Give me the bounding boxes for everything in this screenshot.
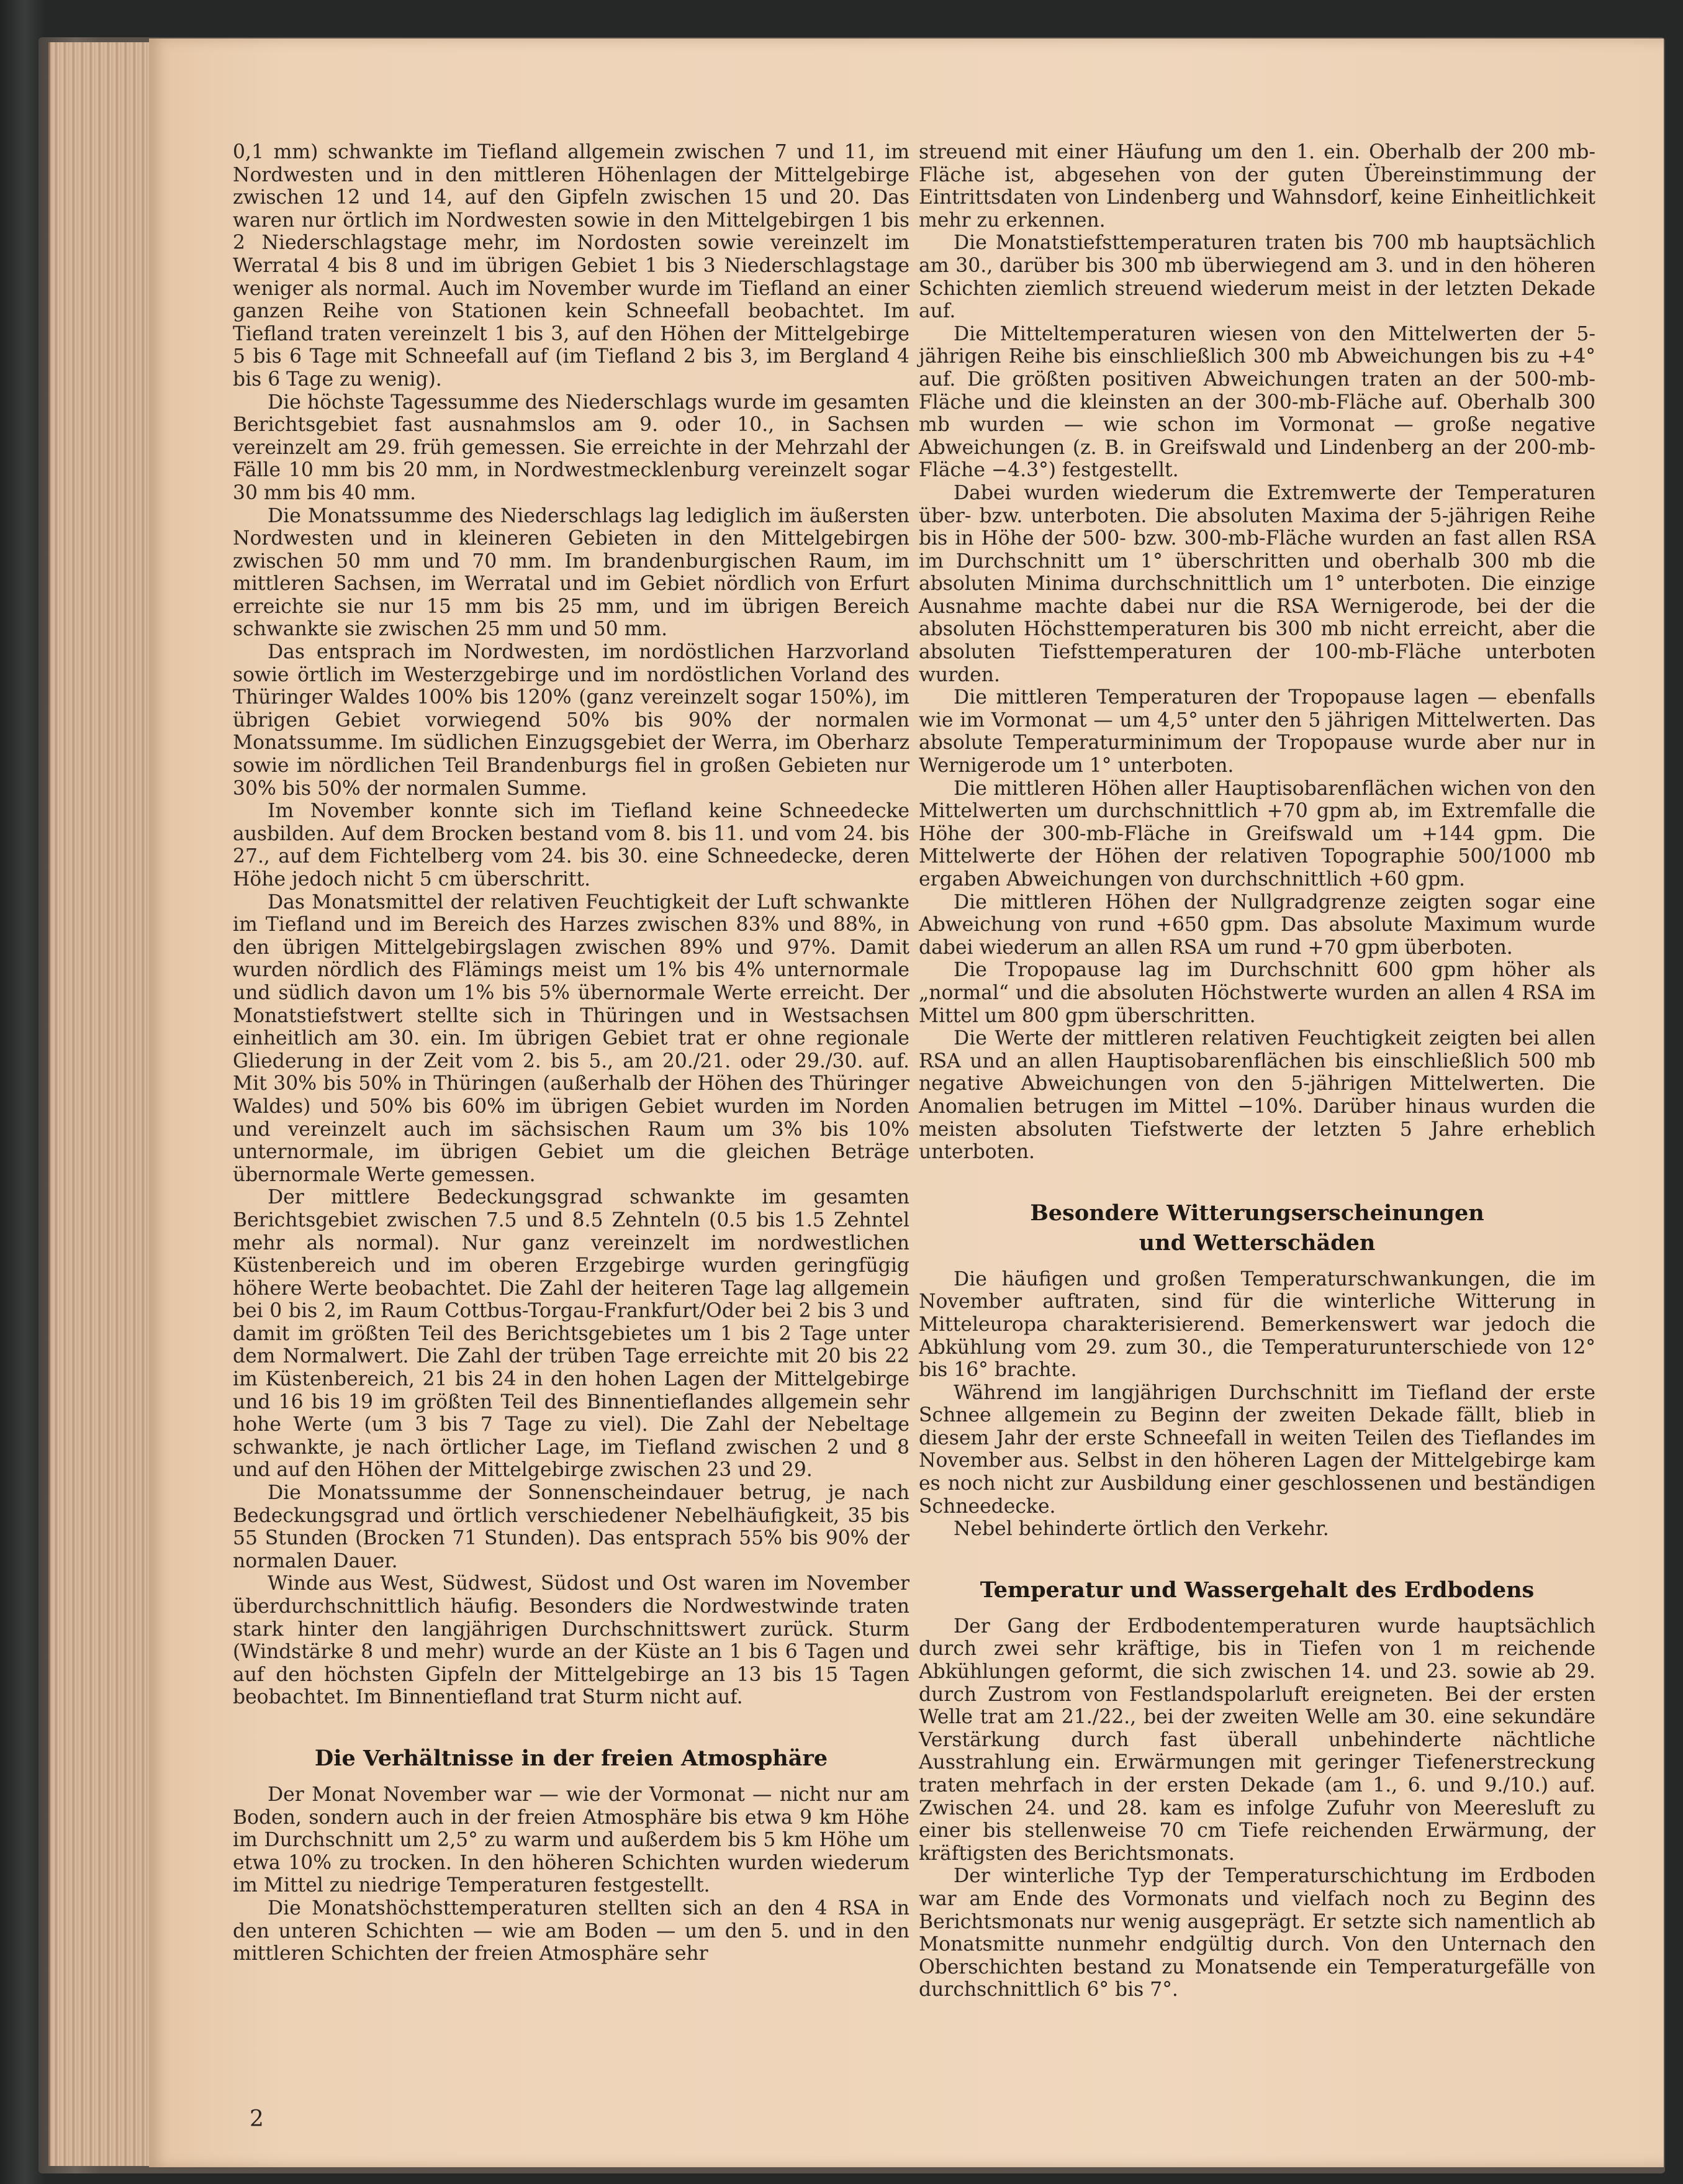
paragraph: Der Gang der Erdbodentemperaturen wurde hauptsächlich durch zwei sehr kräftige, bis in Tiefen von 1 m reichende Abkühlungen geformt, die sich zwischen 14. und 23. sowie ab 29. durch Zustrom von Festlandspolarluft ereigneten. Bei der ersten Welle trat am 21./22., bei der zweiten Welle am 30. eine sekundäre Verstärkung durch fast überall unbehinderte nächtliche Ausstrahlung ein. Erwärmungen mit geringer Tiefenerstreckung traten mehrfach in der ersten Dekade (am 1., 6. und 9./10.) auf. Zwischen 24. und 28. kam es infolge Zufuhr von Meeresluft zu einer bis stellenweise 70 cm Tiefe reichenden Erwärmung, der kräftigsten des Berichtsmonats. [919,1615,1595,1865]
paragraph: Winde aus West, Südwest, Südost und Ost waren im November überdurchschnittlich häufig. Besonders die Nordwestwinde traten stark hinter den langjährigen Durchschnittswert zurück. Sturm (Windstärke 8 und mehr) wurde an der Küste an 1 bis 6 Tagen und auf den höchsten Gipfeln der Mittelgebirge an 13 bis 15 Tagen beobachtet. Im Binnentiefland trat Sturm nicht auf. [233,1572,909,1709]
paragraph: Während im langjährigen Durchschnitt im Tiefland der erste Schnee allgemein zu Beginn der zweiten Dekade fällt, blieb in diesem Jahr der erste Schneefall in weiten Teilen des Tieflandes im November aus. Selbst in den höheren Lagen der Mittelgebirge kam es noch nicht zur Ausbildung einer geschlossenen und beständigen Schneedecke. [919,1381,1595,1518]
paragraph: 0,1 mm) schwankte im Tiefland allgemein zwischen 7 und 11, im Nordwesten und in den mittleren Höhenlagen der Mittelgebirge zwischen 12 und 14, auf den Gipfeln zwischen 15 und 20. Das waren nur örtlich im Nordwesten sowie in den Mittelgebirgen 1 bis 2 Niederschlagstage mehr, im Nordosten sowie vereinzelt im Werratal 4 bis 8 und im übrigen Gebiet 1 bis 3 Niederschlagstage weniger als normal. Auch im November wurde im Tiefland an einer ganzen Reihe von Stationen kein Schneefall beobachtet. Im Tiefland traten vereinzelt 1 bis 3, auf den Höhen der Mittelgebirge 5 bis 6 Tage mit Schneefall auf (im Tiefland 2 bis 3, im Bergland 4 bis 6 Tage zu wenig). [233,141,909,391]
paragraph: Das Monatsmittel der relativen Feuchtigkeit der Luft schwankte im Tiefland und im Bereich des Harzes zwischen 83% und 88%, in den übrigen Mittelgebirgslagen zwischen 89% und 97%. Damit wurden nördlich des Flämings meist um 1% bis 4% unternormale und südlich davon um 1% bis 5% übernormale Werte erreicht. Der Monatstiefstwert stellte sich in Thüringen und in Westsachsen einheitlich am 30. ein. Im übrigen Gebiet trat er ohne regionale Gliederung in der Zeit vom 2. bis 5., am 20./21. oder 29./30. auf. Mit 30% bis 50% in Thüringen (außerhalb der Höhen des Thüringer Waldes) und 50% bis 60% im übrigen Gebiet wurden im Norden und vereinzelt auch im sächsischen Raum um 3% bis 10% unternormale, im übrigen Gebiet um die gleichen Beträge übernormale Werte gemessen. [233,890,909,1186]
paragraph: Der Monat November war — wie der Vormonat — nicht nur am Boden, sondern auch in der freien Atmosphäre bis etwa 9 km Höhe im Durchschnitt um 2,5° zu warm und außerdem bis 5 km Höhe um etwa 10% zu trocken. In den höheren Schichten wurden wiederum im Mittel zu niedrige Temperaturen festgestellt. [233,1783,909,1897]
paragraph: Die Tropopause lag im Durchschnitt 600 gpm höher als „normal“ und die absoluten Höchstwerte wurden an allen 4 RSA im Mittel um 800 gpm überschritten. [919,959,1595,1027]
paragraph: Der mittlere Bedeckungsgrad schwankte im gesamten Berichtsgebiet zwischen 7.5 und 8.5 Zehnteln (0.5 bis 1.5 Zehntel mehr als normal). Nur ganz vereinzelt im nordwestlichen Küstenbereich und im oberen Erzgebirge wurden geringfügig höhere Werte beobachtet. Die Zahl der heiteren Tage lag allgemein bei 0 bis 2, im Raum Cottbus-Torgau-Frankfurt/Oder bei 2 bis 3 und damit im größten Teil des Berichtsgebietes um 1 bis 2 Tage unter dem Normalwert. Die Zahl der trüben Tage erreichte mit 20 bis 22 im Küstenbereich, 21 bis 24 in den hohen Lagen der Mittelgebirge und 16 bis 19 im größten Teil des Binnentieflandes allgemein sehr hohe Werte (um 3 bis 7 Tage zu viel). Die Zahl der Nebeltage schwankte, je nach örtlicher Lage, im Tiefland zwischen 2 und 8 und auf den Höhen der Mittelgebirge zwischen 23 und 29. [233,1186,909,1482]
paragraph: Dabei wurden wiederum die Extremwerte der Temperaturen über- bzw. unterboten. Die absoluten Maxima der 5-jährigen Reihe bis in Höhe der 500- bzw. 300-mb-Fläche wurden an fast allen RSA im Durchschnitt um 1° überschritten und oberhalb 300 mb die absoluten Minima durchschnittlich um 1° unterboten. Die einzige Ausnahme machte dabei nur die RSA Wernigerode, bei der die absoluten Höchsttemperaturen bis 300 mb nicht erreicht, aber die absoluten Tiefsttemperaturen der 100-mb-Fläche unterboten wurden. [919,481,1595,686]
paragraph: streuend mit einer Häufung um den 1. ein. Oberhalb der 200 mb-Fläche ist, abgesehen von der guten Übereinstimmung der Eintrittsdaten von Lindenberg und Wahnsdorf, keine Einheitlichkeit mehr zu erkennen. [919,141,1595,232]
paragraph: Die höchste Tagessumme des Niederschlags wurde im gesamten Berichtsgebiet fast ausnahmslos am 9. oder 10., in Sachsen vereinzelt am 29. früh gemessen. Sie erreichte in der Mehrzahl der Fälle 10 mm bis 20 mm, in Nordwestmecklenburg vereinzelt sogar 30 mm bis 40 mm. [233,391,909,504]
paragraph: Die Monatssumme des Niederschlags lag lediglich im äußersten Nordwesten und in kleineren Gebieten in den Mittelgebirgen zwischen 50 mm und 70 mm. Im brandenburgischen Raum, im mittleren Sachsen, im Werratal und im Gebiet nördlich von Erfurt erreichte sie nur 15 mm bis 25 mm, und im übrigen Bereich schwankte sie zwischen 25 mm und 50 mm. [233,504,909,641]
paragraph: Der winterliche Typ der Temperaturschichtung im Erdboden war am Ende des Vormonats und vielfach noch zu Beginn des Berichtsmonats nur wenig ausgeprägt. Er setzte sich namentlich ab Monatsmitte nunmehr endgültig durch. Von den Unternach den Oberschichten bestand zu Monatsende ein Temperaturgefälle von durchschnittlich 6° bis 7°. [919,1865,1595,2001]
paragraph: Die Monatstiefsttemperaturen traten bis 700 mb hauptsächlich am 30., darüber bis 300 mb überwiegend am 3. und in den höheren Schichten ziemlich streuend wiederum meist in der letzten Dekade auf. [919,232,1595,323]
paragraph: Die häufigen und großen Temperaturschwankungen, die im November auftraten, sind für die winterliche Witterung in Mitteleuropa charakterisierend. Bemerkenswert war jedoch die Abkühlung vom 29. zum 30., die Temperaturunterschiede von 12° bis 16° brachte. [919,1267,1595,1382]
page-number: 2 [250,2106,264,2132]
section-heading: Temperatur und Wassergehalt des Erdbodens [980,1577,1535,1603]
paragraph: Die Werte der mittleren relativen Feuchtigkeit zeigten bei allen RSA und an allen Hauptisobarenflächen bis einschließlich 500 mb negative Abweichungen von den 5-jährigen Mittelwerten. Die Anomalien betrugen im Mittel −10%. Darüber hinaus wurden die meisten absoluten Tiefstwerte der letzten 5 Jahre erheblich unterboten. [919,1027,1595,1164]
section-heading: Die Verhältnisse in der freien Atmosphäre [314,1745,828,1771]
section-heading: Besondere Witterungserscheinungen [1030,1200,1484,1226]
right-column [919,141,1595,2001]
left-column [233,141,909,1965]
paragraph: Die mittleren Höhen aller Hauptisobarenflächen wichen von den Mittelwerten um durchschnittlich +70 gpm ab, im Extremfalle die Höhe der 300-mb-Fläche in Greifswald um +144 gpm. Die Mittelwerte der Höhen der relativen Topographie 500/1000 mb ergaben Abweichungen von durchschnittlich +60 gpm. [919,777,1595,890]
paragraph: Die mittleren Höhen der Nullgradgrenze zeigten sogar eine Abweichung von rund +650 gpm. Das absolute Maximum wurde dabei wiederum an allen RSA um rund +70 gpm überboten. [919,890,1595,959]
book-page [149,39,1664,2167]
paragraph: Die Monatshöchsttemperaturen stellten sich an den 4 RSA in den unteren Schichten — wie am Boden — um den 5. und in den mittleren Schichten der freien Atmosphäre sehr [233,1896,909,1965]
page-edges [48,42,156,2166]
paragraph: Nebel behinderte örtlich den Verkehr. [954,1518,1329,1541]
paragraph: Die Mitteltemperaturen wiesen von den Mittelwerten der 5-jährigen Reihe bis einschließlich 300 mb Abweichungen bis zu +4° auf. Die größten positiven Abweichungen traten an der 500-mb-Fläche und die kleinsten an der 300-mb-Fläche auf. Oberhalb 300 mb wurden — wie schon im Vormonat — große negative Abweichungen (z. B. in Greifswald und Lindenberg an der 200-mb-Fläche −4.3°) festgestellt. [919,322,1595,482]
section-heading: und Wetterschäden [1139,1230,1376,1256]
paragraph: Im November konnte sich im Tiefland keine Schneedecke ausbilden. Auf dem Brocken bestand vom 8. bis 11. und vom 24. bis 27., auf dem Fichtelberg vom 24. bis 30. eine Schneedecke, deren Höhe jedoch nicht 5 cm überschritt. [233,800,909,890]
paragraph: Die mittleren Temperaturen der Tropopause lagen — ebenfalls wie im Vormonat — um 4,5° unter den 5 jährigen Mittelwerten. Das absolute Temperaturminimum der Tropopause wurde aber nur in Wernigerode um 1° unterboten. [919,686,1595,777]
paragraph: Die Monatssumme der Sonnenscheindauer betrug, je nach Bedeckungsgrad und örtlich verschiedener Nebelhäufigkeit, 35 bis 55 Stunden (Brocken 71 Stunden). Das entsprach 55% bis 90% der normalen Dauer. [233,1482,909,1572]
paragraph: Das entsprach im Nordwesten, im nordöstlichen Harzvorland sowie örtlich im Westerzgebirge und im nordöstlichen Vorland des Thüringer Waldes 100% bis 120% (ganz vereinzelt sogar 150%), im übrigen Gebiet vorwiegend 50% bis 90% der normalen Monatssumme. Im südlichen Einzugsgebiet der Werra, im Oberharz sowie im nördlichen Teil Brandenburgs fiel in großen Gebieten nur 30% bis 50% der normalen Summe. [233,641,909,800]
